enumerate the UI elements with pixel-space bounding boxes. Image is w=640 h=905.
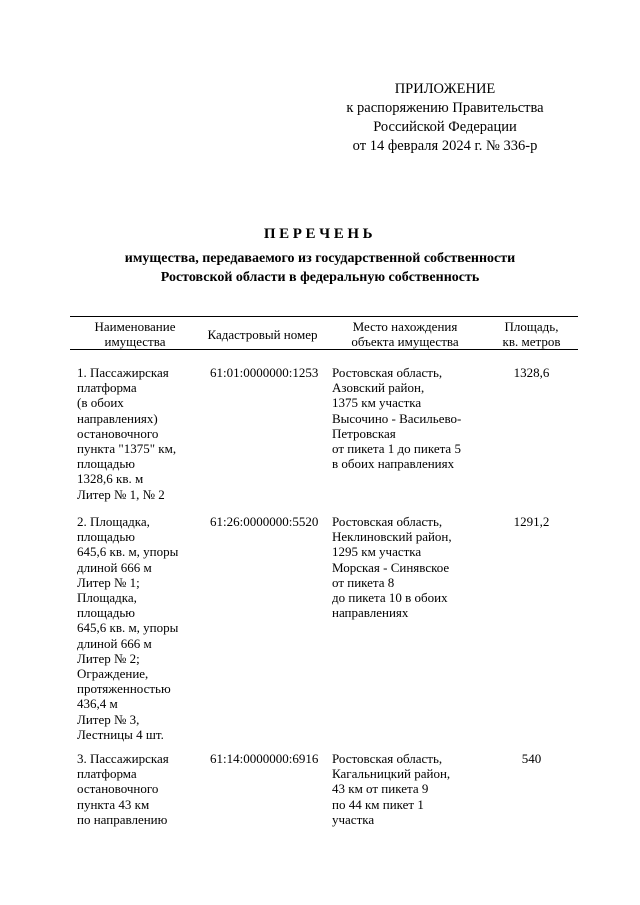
- row-3-cadastral: 61:14:0000000:6916: [210, 751, 319, 766]
- row-3-area: 540: [521, 751, 542, 766]
- subtitle-line-1: имущества, передаваемого из государственной собственности: [124, 251, 516, 266]
- row-2-cadastral: 61:26:0000000:5520: [210, 514, 319, 529]
- appendix-date-number-line: от 14 февраля 2024 г. № 336-р: [352, 138, 538, 154]
- row-2-location: Ростовская область, Неклиновский район, 1295 км участка Морская - Синявское от пикета 8 до пикета 10 в обоих направлениях: [332, 514, 452, 621]
- header-cadastral: Кадастровый номер: [207, 327, 318, 342]
- appendix-decree-line: к распоряжению Правительства: [346, 100, 544, 116]
- row-1-area: 1328,6: [513, 365, 550, 380]
- document-subtitle: [0, 250, 640, 287]
- row-3-location: Ростовская область, Кагальницкий район, 43 км от пикета 9 по 44 км пикет 1 участка: [332, 751, 451, 827]
- appendix-authority-line: Российской Федерации: [373, 119, 517, 135]
- appendix-block: [330, 80, 560, 156]
- row-2-name: 2. Площадка, площадью 645,6 кв. м, упоры длиной 666 м Литер № 1; Площадка, площадью 645,6 кв. м, упоры длиной 666 м Литер № 2; Ограждение, протяженностью 436,4 м Литер № 3, Лестницы 4 шт.: [77, 514, 179, 742]
- table-header-rule: [70, 349, 578, 350]
- row-3-name: 3. Пассажирская платформа остановочного пункта 43 км по направлению: [77, 751, 169, 827]
- table-top-rule: [70, 316, 578, 317]
- subtitle-line-2: Ростовской области в федеральную собственность: [160, 269, 480, 285]
- row-1-location: Ростовская область, Азовский район, 1375 км участка Высочино - Васильево- Петровская от пикета 1 до пикета 5 в обоих направлениях: [332, 365, 462, 472]
- document-title: ПЕРЕЧЕНЬ: [263, 226, 377, 242]
- header-area: Площадь, кв. метров: [502, 319, 561, 349]
- header-name: Наименование имущества: [94, 319, 176, 349]
- row-1-cadastral: 61:01:0000000:1253: [210, 365, 319, 380]
- appendix-label: ПРИЛОЖЕНИЕ: [394, 81, 496, 97]
- header-location: Место нахождения объекта имущества: [351, 319, 459, 349]
- row-1-name: 1. Пассажирская платформа (в обоих направлениях) остановочного пункта "1375" км, площадью 1328,6 кв. м Литер № 1, № 2: [77, 365, 177, 502]
- row-2-area: 1291,2: [513, 514, 550, 529]
